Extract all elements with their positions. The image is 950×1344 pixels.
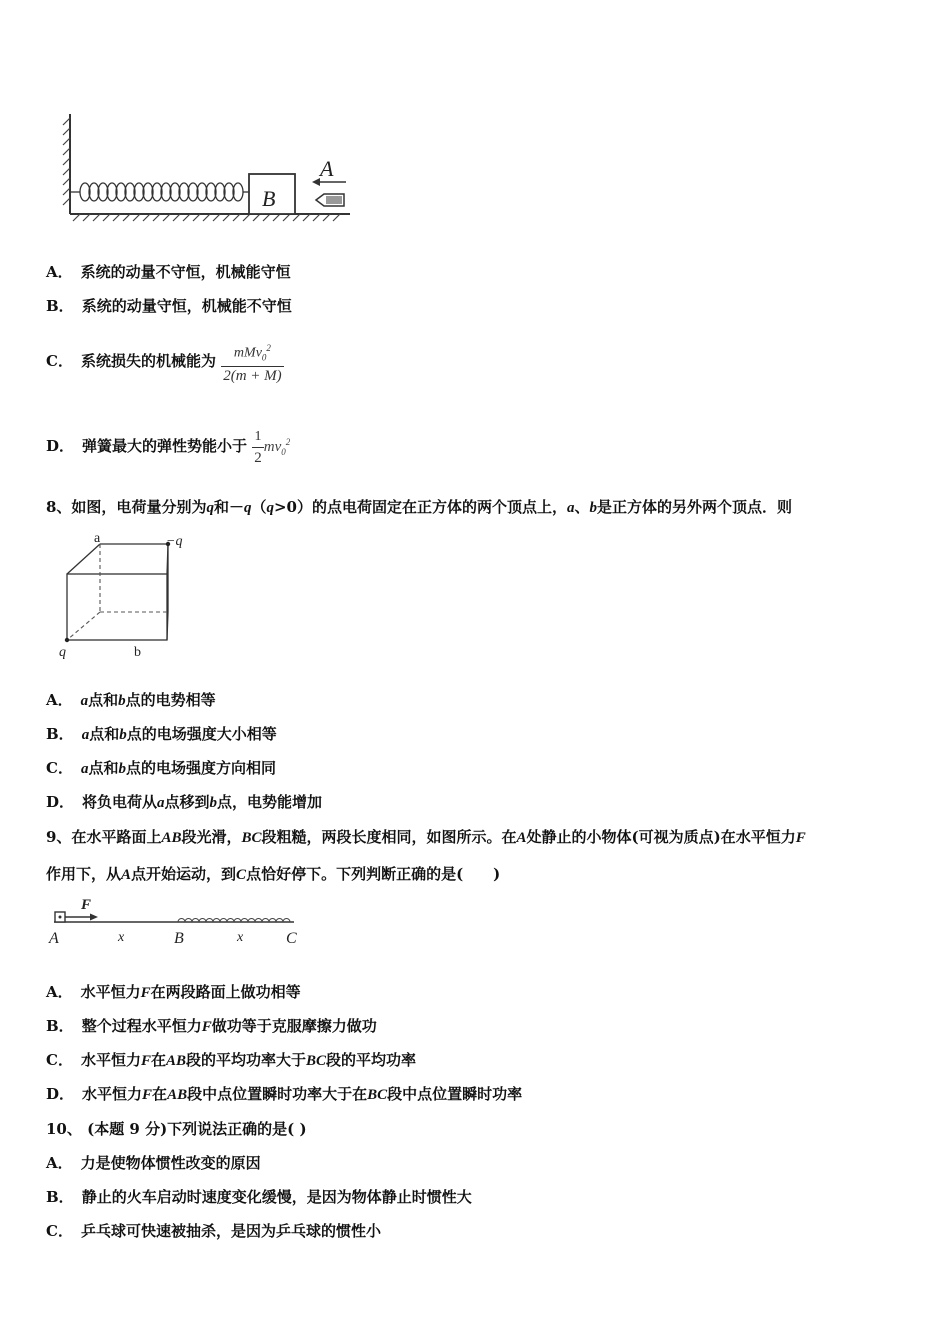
stem-text: （ [251, 498, 267, 516]
frac-numerator: 1 [254, 428, 262, 444]
option-text: 系统的动量守恒，机械能不守恒 [81, 297, 292, 315]
var-a: a [157, 795, 165, 811]
var-a: a [80, 761, 89, 777]
option-text: 点的电场强度大小相等 [126, 725, 277, 743]
var-b: b [209, 795, 218, 811]
option-text: 在两段路面上做功相等 [150, 983, 301, 1001]
track-label-b: B [174, 930, 184, 947]
stem-text: 点恰好停下。下列判断正确的是( ) [246, 865, 501, 883]
stem-text: 段光滑， [181, 828, 242, 846]
q8-option-d[interactable] [46, 792, 322, 813]
var-f: F [201, 1019, 212, 1035]
stem-text: 是正方体的另外两个顶点．则 [597, 498, 793, 516]
q8-option-c[interactable] [46, 758, 276, 779]
cube-label-q: q [59, 645, 66, 660]
q9-stem-line1 [46, 827, 806, 848]
option-text: 整个过程水平恒力 [81, 1017, 202, 1035]
option-letter: C． [46, 759, 73, 777]
var-f: F [140, 1053, 151, 1069]
option-letter: D． [46, 437, 75, 455]
option-text: 点的电势相等 [125, 691, 216, 709]
track-label-a: A [49, 930, 59, 947]
stem-text: 点开始运动，到 [131, 865, 237, 883]
option-text: 点和 [89, 725, 120, 743]
option-text: 将负电荷从 [82, 793, 158, 811]
var-ab: AB [167, 1087, 188, 1103]
sub-0: 0 [261, 352, 267, 363]
var-a: A [516, 830, 527, 846]
option-text: 弹簧最大的弹性势能小于 [82, 437, 248, 455]
frac-numerator: mMv [233, 345, 262, 361]
sup-2: 2 [285, 437, 291, 447]
option-text: 乒乓球可快速被抽杀，是因为乒乓球的惯性小 [80, 1222, 381, 1240]
option-text: 做功等于克服摩擦力做功 [211, 1017, 377, 1035]
option-text: 系统损失的机械能为 [80, 352, 216, 370]
stem-text: >0）的点电荷固定在正方体的两个顶点上， [273, 498, 567, 516]
expr-mv: mv [263, 439, 282, 455]
var-a: a [81, 727, 90, 743]
option-text: 段的平均功率大于 [186, 1051, 307, 1069]
force-label: F [81, 897, 92, 913]
track-label-x1: x [118, 930, 125, 945]
frac-denominator: 2(m + M) [223, 368, 282, 385]
sub-0: 0 [281, 447, 286, 457]
q7-option-c[interactable] [46, 336, 284, 386]
kinetic-expr [264, 439, 291, 455]
q10-option-a[interactable] [46, 1153, 261, 1173]
var-q: q [266, 500, 274, 516]
var-a: a [567, 500, 575, 516]
q7-option-b[interactable] [46, 296, 292, 316]
var-ab: AB [166, 1053, 187, 1069]
option-text: 点和 [88, 691, 119, 709]
option-text: 点的电场强度方向相同 [125, 759, 276, 777]
q8-stem [46, 497, 792, 518]
var-b: b [589, 500, 598, 516]
var-q: q [243, 500, 252, 516]
stem-text: 10、 (本题 9 分)下列说法正确的是( ) [46, 1120, 307, 1138]
var-a: A [121, 867, 132, 883]
bullet-a-label: A [320, 156, 334, 181]
q9-stem-line2 [46, 864, 500, 885]
option-text: 点和 [88, 759, 119, 777]
option-text: 在 [150, 1051, 166, 1069]
option-letter: D． [46, 793, 75, 811]
stem-text: 8、如图，电荷量分别为 [46, 498, 207, 516]
var-f: F [142, 1087, 153, 1103]
stem-text: 9、在水平路面上 [46, 828, 162, 846]
stem-text: 处静止的小物体(可视为质点)在水平恒力 [526, 828, 796, 846]
option-letter: B． [46, 1188, 74, 1206]
q8-option-a[interactable] [46, 690, 216, 711]
energy-loss-fraction [221, 339, 283, 385]
track-label-x2: x [237, 930, 244, 945]
q9-option-c[interactable] [46, 1050, 416, 1071]
spring [70, 183, 249, 201]
var-b: b [119, 727, 127, 743]
q8-option-b[interactable] [46, 724, 277, 745]
charge-q [65, 638, 69, 642]
q10-option-c[interactable] [46, 1221, 381, 1241]
var-bc: BC [367, 1087, 388, 1103]
option-text: 系统的动量不守恒，机械能守恒 [80, 263, 291, 281]
option-text: 水平恒力 [82, 1085, 143, 1103]
q7-option-d[interactable] [46, 414, 290, 480]
option-letter: B． [46, 1017, 74, 1035]
q9-option-b[interactable] [46, 1016, 377, 1037]
cube-figure [52, 532, 202, 662]
option-text: 在 [152, 1085, 168, 1103]
var-q: q [206, 500, 214, 516]
option-text: 段的平均功率 [326, 1051, 417, 1069]
sup-2: 2 [266, 342, 271, 353]
option-text: 点移到 [164, 793, 210, 811]
var-f: F [795, 830, 806, 846]
option-letter: C． [46, 1051, 73, 1069]
option-letter: A． [46, 1154, 73, 1172]
stem-text: 作用下，从 [46, 865, 122, 883]
stem-text: 、 [574, 498, 590, 516]
q10-option-b[interactable] [46, 1187, 472, 1207]
var-bc: BC [306, 1053, 327, 1069]
half-fraction [252, 427, 264, 468]
q7-option-a[interactable] [46, 262, 291, 282]
var-bc: BC [241, 830, 262, 846]
option-text: 力是使物体惯性改变的原因 [80, 1154, 261, 1172]
track-figure [46, 895, 306, 951]
cube-label-a: a [94, 532, 101, 546]
stem-text: 和－ [213, 498, 244, 516]
frac-denominator: 2 [252, 447, 264, 468]
spring-block-figure [58, 108, 358, 228]
option-text: 静止的火车启动时速度变化缓慢，是因为物体静止时惯性大 [81, 1188, 472, 1206]
option-letter: A． [46, 263, 73, 281]
var-ab: AB [161, 830, 182, 846]
cube-label-b: b [134, 645, 141, 660]
var-c: C [236, 867, 247, 883]
block-b-label: B [262, 186, 276, 211]
option-letter: B． [46, 725, 74, 743]
var-b: b [118, 761, 126, 777]
option-text: 水平恒力 [80, 983, 141, 1001]
option-letter: D． [46, 1085, 75, 1103]
option-letter: C． [46, 352, 73, 370]
q10-stem [46, 1119, 307, 1139]
cube-label-neg-q: −q [166, 534, 183, 549]
option-letter: C． [46, 1222, 73, 1240]
option-letter: A． [46, 691, 73, 709]
track-label-c: C [286, 930, 297, 947]
stem-text: 段粗糙，两段长度相同，如图所示。在 [261, 828, 517, 846]
option-text: 水平恒力 [80, 1051, 141, 1069]
option-text: 段中点位置瞬时功率大于在 [187, 1085, 368, 1103]
q9-option-a[interactable] [46, 982, 301, 1003]
var-f: F [140, 985, 151, 1001]
q9-option-d[interactable] [46, 1084, 522, 1105]
option-letter: B． [46, 297, 74, 315]
option-text: 点，电势能增加 [217, 793, 323, 811]
var-a: a [80, 693, 89, 709]
bullet-icon [316, 194, 344, 206]
option-text: 段中点位置瞬时功率 [387, 1085, 523, 1103]
option-letter: A． [46, 983, 73, 1001]
var-b: b [118, 693, 126, 709]
